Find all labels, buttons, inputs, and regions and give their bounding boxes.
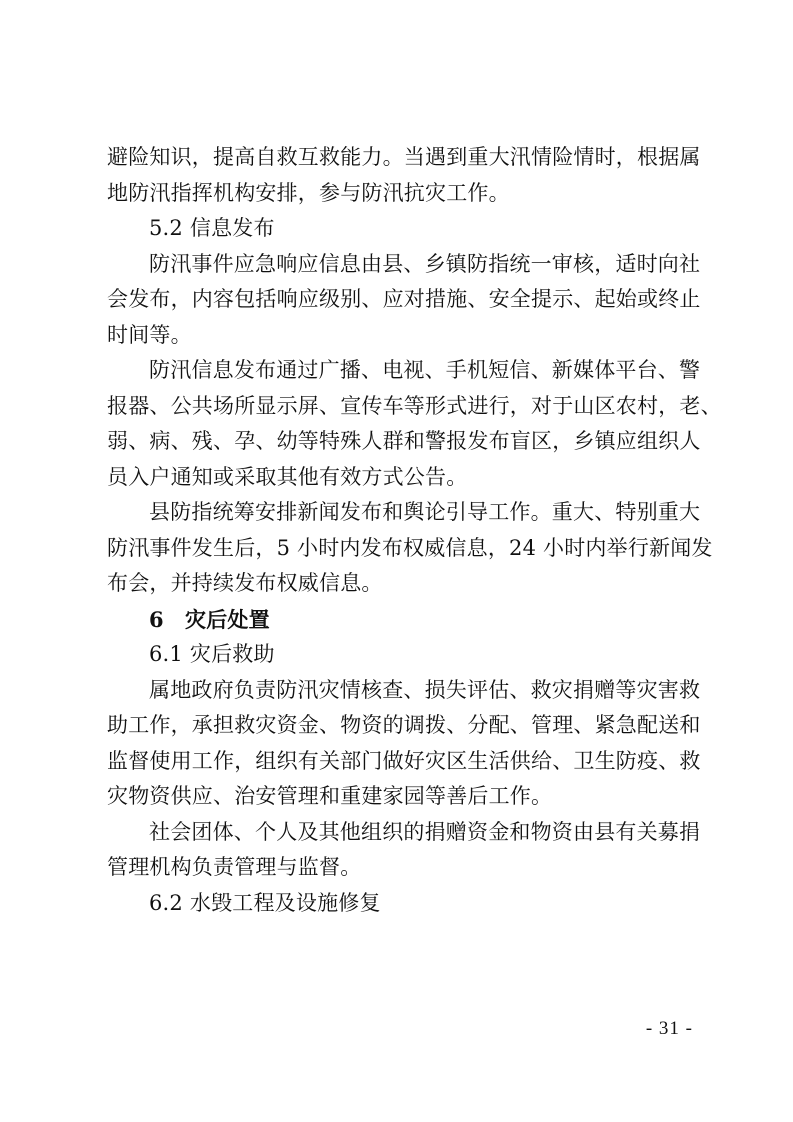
section-heading-5-2: 5.2 信息发布 bbox=[149, 216, 275, 240]
body-line: 地防汛指挥机构安排，参与防汛抗灾工作。 bbox=[107, 180, 510, 205]
body-line: 防汛事件应急响应信息由县、乡镇防指统一审核，适时向社 bbox=[149, 251, 701, 276]
body-line: 县防指统筹安排新闻发布和舆论引导工作。重大、特别重大 bbox=[149, 500, 701, 524]
section-heading-6: 6 灾后处置 bbox=[149, 606, 270, 632]
section-heading-6-2: 6.2 水毁工程及设施修复 bbox=[149, 890, 381, 915]
body-line: 时间等。 bbox=[107, 322, 192, 347]
body-line: 员入户通知或采取其他有效方式公告。 bbox=[107, 464, 468, 489]
body-line: 避险知识，提高自救互救能力。当遇到重大汛情险情时，根据属 bbox=[107, 145, 701, 169]
body-line: 社会团体、个人及其他组织的捐赠资金和物资由县有关募捐 bbox=[149, 819, 701, 844]
body-line: 属地政府负责防汛灾情核查、损失评估、救灾捐赠等灾害救 bbox=[149, 677, 701, 702]
page-number: - 31 - bbox=[645, 1018, 693, 1039]
section-heading-6-1: 6.1 灾后救助 bbox=[149, 642, 275, 666]
body-line: 管理机构负责管理与监督。 bbox=[107, 855, 362, 879]
body-line: 助工作，承担救灾资金、物资的调拨、分配、管理、紧急配送和 bbox=[107, 713, 701, 737]
body-line: 报器、公共场所显示屏、宣传车等形式进行，对于山区农村，老、 bbox=[107, 393, 722, 418]
body-line: 监督使用工作，组织有关部门做好灾区生活供给、卫生防疫、救 bbox=[107, 748, 701, 773]
body-line: 灾物资供应、治安管理和重建家园等善后工作。 bbox=[107, 784, 553, 808]
body-line: 防汛事件发生后，5 小时内发布权威信息，24 小时内举行新闻发 bbox=[107, 535, 713, 560]
body-line: 防汛信息发布通过广播、电视、手机短信、新媒体平台、警 bbox=[149, 358, 701, 382]
body-line: 会发布，内容包括响应级别、应对措施、安全提示、起始或终止 bbox=[107, 287, 701, 311]
document-body bbox=[107, 140, 722, 921]
body-line: 弱、病、残、孕、幼等特殊人群和警报发布盲区，乡镇应组织人 bbox=[107, 429, 701, 453]
body-line: 布会，并持续发布权威信息。 bbox=[107, 571, 383, 595]
